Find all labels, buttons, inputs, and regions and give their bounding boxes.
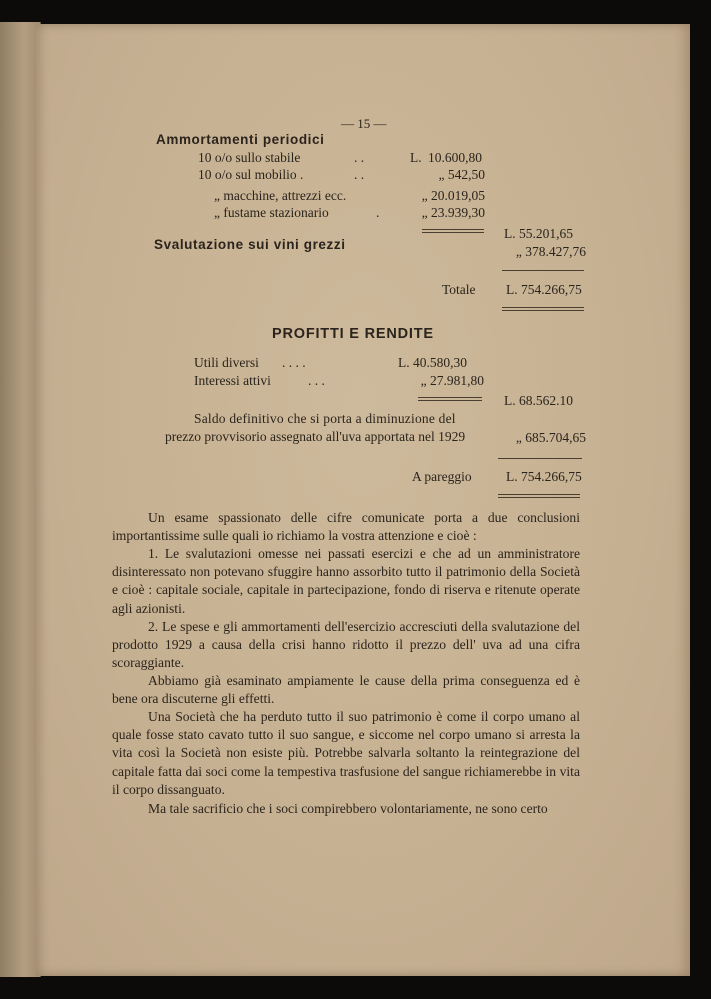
- ammort-row-dots: . .: [354, 167, 365, 182]
- paragraph: Abbiamo già esaminato ampiamente le cause della prima conseguenza ed è bene ora discuterne gli effetti.: [112, 673, 580, 707]
- pareggio-amount: L. 754.266,75: [506, 469, 582, 484]
- ammort-row-dots: .: [376, 205, 380, 220]
- page-number: — 15 —: [341, 116, 387, 131]
- left-page-edge: [0, 22, 41, 977]
- profitti-row-label: Utili diversi: [194, 355, 259, 370]
- ammort-row-label: „ fustame stazionario: [214, 205, 329, 220]
- ammort-row-label: 10 o/o sullo stabile: [198, 150, 301, 165]
- ammort-subtotal: L. 55.201,65: [504, 226, 573, 241]
- saldo-line-2: prezzo provvisorio assegnato all'uva apportata nel 1929: [165, 429, 466, 444]
- ammort-row-amount: 10.600,80: [428, 150, 482, 165]
- ammort-row-amount: „ 23.939,30: [421, 205, 485, 220]
- rule: [502, 270, 584, 271]
- paragraph: 1. Le svalutazioni omesse nei passati esercizi e che ad un amministratore disinteressato non potevano sfuggire hanno assorbito tutto il patrimonio della Società e cioè : capitale sociale, capitale in partecipazione, fondo di riserva e ritenute operate agli azionisti.: [112, 546, 580, 616]
- double-rule: [418, 397, 482, 401]
- double-rule: [498, 494, 580, 498]
- document-page: [36, 24, 690, 976]
- paragraph: 2. Le spese e gli ammortamenti dell'esercizio accresciuti della svalutazione del prodotto 1929 a causa della crisi hanno ridotto il prezzo dell' uva ad una cifra scoraggiante.: [112, 619, 580, 671]
- svalutazione-amount: „ 378.427,76: [515, 244, 586, 259]
- rule: [498, 458, 582, 459]
- totale-amount: L. 754.266,75: [506, 282, 582, 297]
- profitti-title: PROFITTI E RENDITE: [272, 326, 434, 342]
- paragraph: Una Società che ha perduto tutto il suo patrimonio è come il corpo umano al quale fosse stato cavato tutto il suo sangue, e siccome nel corpo umano si arresta la vita così la Società non esiste più. Potrebbe salvarla soltanto la reintegrazione del capitale fatta dai soci come la tempestiva trasfusione del sangue richiamerebbe in vita il corpo dissanguato.: [112, 709, 580, 797]
- pareggio-label: A pareggio: [412, 469, 472, 484]
- svalutazione-label: Svalutazione sui vini grezzi: [154, 237, 346, 252]
- profitti-row-label: Interessi attivi: [194, 373, 271, 388]
- ammort-row-label: „ macchine, attrezzi ecc.: [214, 188, 347, 203]
- paragraph: Un esame spassionato delle cifre comunicate porta a due conclusioni importantissime sulle quali io richiamo la vostra attenzione e cioè :: [112, 510, 580, 544]
- ammort-row-amount: „ 20.019,05: [421, 188, 485, 203]
- ammort-row-label: 10 o/o sul mobilio .: [198, 167, 304, 182]
- ammortamenti-title: Ammortamenti periodici: [156, 132, 325, 147]
- saldo-amount: „ 685.704,65: [515, 430, 586, 445]
- profitti-row-amount: „ 27.981,80: [420, 373, 484, 388]
- paragraph: Ma tale sacrificio che i soci compirebbero volontariamente, ne sono certo: [148, 801, 548, 816]
- ammort-row-amount: „ 542,50: [438, 167, 485, 182]
- profitti-row-dots: . . . .: [282, 355, 306, 370]
- profitti-subtotal: L. 68.562.10: [504, 393, 573, 408]
- ammort-row-dots: . .: [354, 150, 365, 165]
- double-rule: [422, 229, 484, 233]
- double-rule: [502, 307, 584, 311]
- saldo-line-1: Saldo definitivo che si porta a diminuzione del: [194, 411, 456, 426]
- totale-label: Totale: [442, 282, 476, 297]
- profitti-row-dots: . . .: [308, 373, 325, 388]
- profitti-row-amount: L. 40.580,30: [398, 355, 467, 370]
- ammort-row-prefix: L.: [410, 150, 422, 165]
